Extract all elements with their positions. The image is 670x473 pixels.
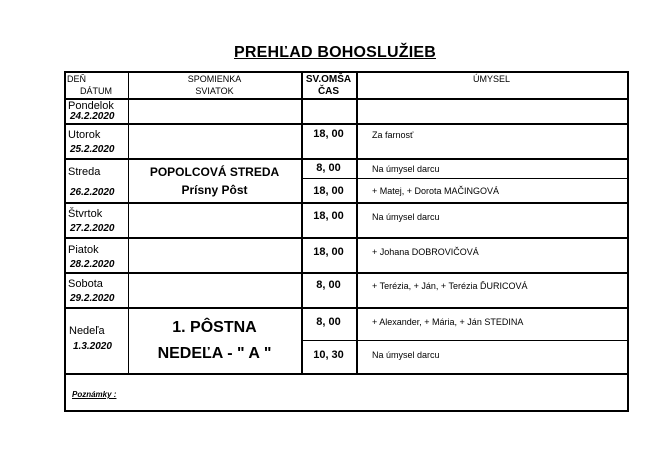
day-date: 24.2.2020: [70, 111, 115, 122]
header-date: DÁTUM: [80, 86, 112, 96]
day-date: 29.2.2020: [70, 293, 115, 304]
day-name: Utorok: [68, 129, 101, 141]
feast-name: POPOLCOVÁ STREDA: [149, 165, 280, 179]
mass-intention: + Matej, + Dorota MAČINGOVÁ: [372, 186, 500, 196]
mass-time: 8, 00: [316, 316, 341, 328]
row-divider: [64, 237, 629, 239]
header-feast: SVIATOK: [195, 86, 234, 96]
row-divider: [64, 158, 629, 160]
header-mass: SV.OMŠA: [305, 74, 352, 85]
table-border-top: [64, 71, 629, 73]
mass-time: 18, 00: [313, 128, 344, 140]
table-border-bottom: [64, 410, 629, 412]
mass-intention: + Johana DOBROVIČOVÁ: [372, 247, 479, 257]
notes-label: Poznámky :: [72, 390, 117, 399]
page-title: PREHĽAD BOHOSLUŽIEB: [233, 44, 437, 61]
mass-intention: Na úmysel darcu: [372, 212, 440, 222]
feast-note: NEDEĽA - " A ": [157, 345, 272, 362]
mass-divider: [302, 340, 629, 341]
mass-intention: + Terézia, + Ján, + Terézia ĎURICOVÁ: [372, 281, 528, 291]
mass-time: 18, 00: [313, 185, 344, 197]
mass-time: 10, 30: [313, 349, 344, 361]
day-date: 25.2.2020: [70, 144, 115, 155]
header-divider: [64, 98, 629, 100]
mass-time: 18, 00: [313, 246, 344, 258]
day-date: 28.2.2020: [70, 259, 115, 270]
table-border-right: [627, 71, 629, 412]
day-name: Pondelok: [68, 100, 114, 112]
row-divider: [64, 373, 629, 375]
day-date: 27.2.2020: [70, 223, 115, 234]
day-name: Sobota: [68, 278, 103, 290]
day-name: Štvrtok: [68, 208, 103, 220]
day-name: Nedeľa: [69, 325, 105, 337]
header-intention: ÚMYSEL: [472, 74, 510, 84]
day-name: Streda: [68, 166, 101, 178]
mass-intention: Na úmysel darcu: [372, 164, 440, 174]
schedule-table: [64, 71, 629, 412]
header-memorial: SPOMIENKA: [187, 74, 242, 84]
mass-divider: [302, 178, 629, 179]
row-divider: [64, 272, 629, 274]
mass-time: 8, 00: [316, 162, 341, 174]
feast-note: Prísny Pôst: [181, 183, 248, 197]
mass-intention: Za farnosť: [372, 130, 414, 140]
header-time: ČAS: [317, 86, 340, 97]
row-divider: [64, 123, 629, 125]
mass-time: 18, 00: [313, 210, 344, 222]
mass-intention: + Alexander, + Mária, + Ján STEDINA: [372, 317, 524, 327]
feast-name: 1. PÔSTNA: [172, 319, 257, 336]
mass-time: 8, 00: [316, 279, 341, 291]
column-divider: [356, 71, 358, 373]
header-day: DEŇ: [67, 74, 87, 84]
row-divider: [64, 307, 629, 309]
mass-intention: Na úmysel darcu: [372, 350, 440, 360]
day-name: Piatok: [68, 244, 99, 256]
table-border-left: [64, 71, 66, 412]
day-date: 26.2.2020: [70, 187, 115, 198]
row-divider: [64, 202, 629, 204]
day-date: 1.3.2020: [73, 341, 112, 352]
